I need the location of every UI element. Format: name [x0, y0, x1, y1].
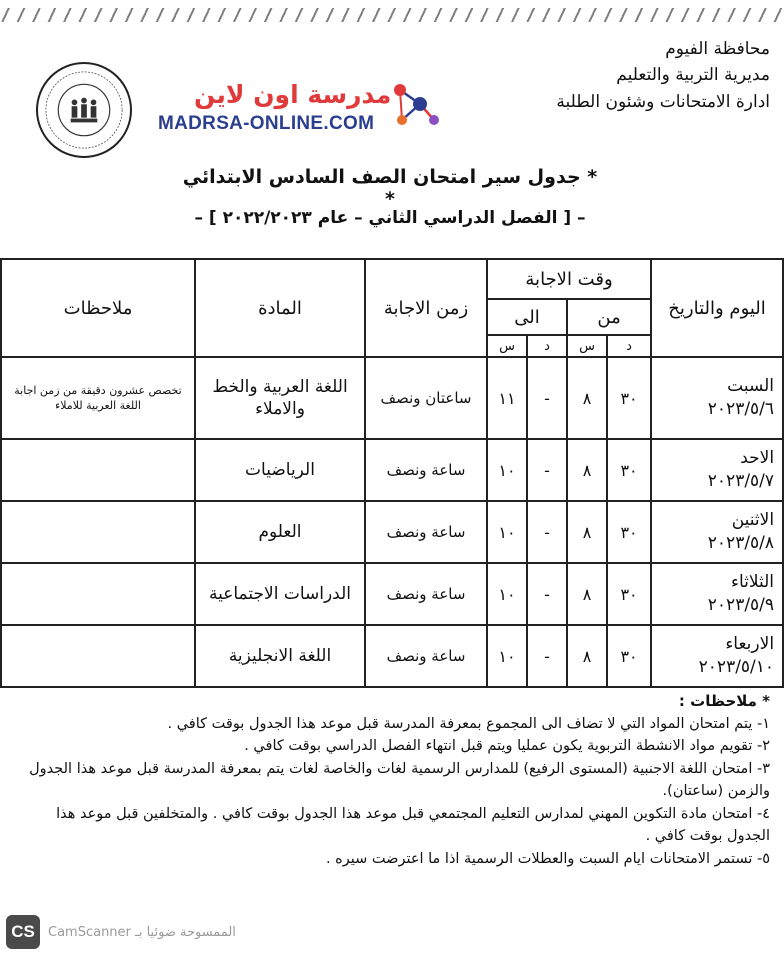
from-hour-cell: ٨: [567, 501, 607, 563]
day-date-cell: [651, 563, 783, 625]
from-minute-cell: ٣٠: [607, 563, 651, 625]
to-minute-cell: -: [527, 625, 567, 687]
day-name: الثلاثاء: [730, 572, 775, 593]
exam-date: ٢٠٢٣/٥/٩: [707, 595, 775, 615]
duration-cell: ساعة ونصف: [365, 439, 487, 501]
to-minute-cell: -: [527, 563, 567, 625]
department-line: ادارة الامتحانات وشئون الطلبة: [556, 91, 770, 112]
note-item: ٢- تقويم مواد الانشطة التربوية يكون عمليا ويتم قبل انتهاء الفصل الدراسي بوقت كافي .: [244, 738, 770, 754]
note-item: ٥- تستمر الامتحانات ايام السبت والعطلات الرسمية اذا ما اعترضت سيره .: [325, 850, 770, 867]
note-cell: [1, 501, 195, 563]
duration-cell: ساعة ونصف: [365, 501, 487, 563]
to-hour-cell: ١١: [487, 357, 527, 439]
table-row: [1, 501, 783, 563]
governorate-line: محافظة الفيوم: [665, 39, 770, 59]
table-row: [1, 357, 783, 439]
header-from-hour: س: [567, 335, 607, 357]
header-to-minute: د: [527, 335, 567, 357]
seal-emblem-icon: [44, 70, 124, 150]
from-minute-cell: ٣٠: [607, 501, 651, 563]
exam-schedule-table: [0, 258, 784, 688]
from-hour-cell: ٨: [567, 439, 607, 501]
to-minute-cell: -: [527, 357, 567, 439]
header-notes: ملاحظات: [1, 259, 195, 357]
subject-cell: اللغة الانجليزية: [195, 625, 365, 687]
from-minute-cell: ٣٠: [607, 439, 651, 501]
brand-name-arabic: مدرسة اون لاين: [194, 80, 392, 109]
header-from-minute: د: [607, 335, 651, 357]
molecule-logo-icon: [380, 80, 440, 132]
day-name: الاحد: [740, 448, 775, 469]
day-date-cell: [651, 357, 783, 439]
header-to: الى: [487, 299, 567, 335]
to-hour-cell: ١٠: [487, 625, 527, 687]
exam-date: ٢٠٢٣/٥/٦: [707, 399, 775, 419]
exam-date: ٢٠٢٣/٥/١٠: [698, 657, 775, 677]
from-minute-cell: ٣٠: [607, 357, 651, 439]
duration-cell: ساعتان ونصف: [365, 357, 487, 439]
duration-cell: ساعة ونصف: [365, 563, 487, 625]
day-date-cell: [651, 625, 783, 687]
notes-title: * ملاحظات :: [678, 692, 770, 710]
note-cell: تخصص عشرون دقيقة من زمن اجابة اللغة العربية للاملاء: [1, 357, 195, 439]
header-to-hour: س: [487, 335, 527, 357]
brand-name-english: MADRSA-ONLINE.COM: [158, 113, 375, 134]
subject-cell: اللغة العربية والخط والاملاء: [195, 357, 365, 439]
header-day-date: اليوم والتاريخ: [651, 259, 783, 357]
note-cell: [1, 625, 195, 687]
to-hour-cell: ١٠: [487, 563, 527, 625]
issuer-header: [530, 36, 770, 115]
exam-date: ٢٠٢٣/٥/٧: [707, 471, 775, 491]
from-hour-cell: ٨: [567, 625, 607, 687]
table-row: [1, 563, 783, 625]
from-hour-cell: ٨: [567, 563, 607, 625]
from-hour-cell: ٨: [567, 357, 607, 439]
watermark-brand: [158, 80, 448, 135]
note-cell: [1, 563, 195, 625]
to-hour-cell: ١٠: [487, 439, 527, 501]
note-cell: [1, 439, 195, 501]
subject-cell: الرياضيات: [195, 439, 365, 501]
directorate-line: مديرية التربية والتعليم: [616, 65, 770, 86]
subject-cell: العلوم: [195, 501, 365, 563]
from-minute-cell: ٣٠: [607, 625, 651, 687]
page-subtitle: – [ الفصل الدراسي الثاني – عام ٢٠٢٢/٢٠٢٣ ] –: [194, 208, 586, 228]
day-name: السبت: [727, 376, 775, 397]
exam-date: ٢٠٢٣/٥/٨: [707, 533, 775, 553]
note-item: ١- يتم امتحان المواد التي لا تضاف الى المجموع بمعرفة المدرسة قبل موعد هذا الجدول بوقت كافي .: [167, 715, 770, 732]
day-date-cell: [651, 501, 783, 563]
to-minute-cell: -: [527, 439, 567, 501]
header-answer-time: وقت الاجابة: [487, 259, 651, 299]
note-item: ٣- امتحان اللغة الاجنبية (المستوى الرفيع) للمدارس الرسمية لغات والخاصة لغات يتم بمعرفة المدرسة قبل موعد هذا الجدول والزمن (ساعتان).: [29, 760, 770, 799]
to-hour-cell: ١٠: [487, 501, 527, 563]
day-name: الاربعاء: [725, 634, 775, 655]
page-title: * جدول سير امتحان الصف السادس الابتدائي *: [182, 166, 598, 210]
notes-section: [10, 690, 770, 870]
header-duration: زمن الاجابة: [365, 259, 487, 357]
camscanner-caption: الممسوحة ضوئيا بـ CamScanner: [48, 924, 236, 940]
header-from: من: [567, 299, 651, 335]
table-row: [1, 439, 783, 501]
header-subject: المادة: [195, 259, 365, 357]
duration-cell: ساعة ونصف: [365, 625, 487, 687]
note-item: ٤- امتحان مادة التكوين المهني لمدارس التعليم المجتمعي قبل موعد هذا الجدول بوقت كافي . والمتخلفين قبل موعد هذا الجدول بوقت كافي .: [56, 805, 770, 844]
to-minute-cell: -: [527, 501, 567, 563]
directorate-seal-logo: [36, 62, 132, 158]
spiral-binding-edge: [0, 8, 784, 22]
day-name: الاثنين: [731, 510, 775, 531]
camscanner-logo-icon: CS: [6, 915, 40, 949]
day-date-cell: [651, 439, 783, 501]
camscanner-watermark: [6, 915, 236, 949]
subject-cell: الدراسات الاجتماعية: [195, 563, 365, 625]
table-row: [1, 625, 783, 687]
